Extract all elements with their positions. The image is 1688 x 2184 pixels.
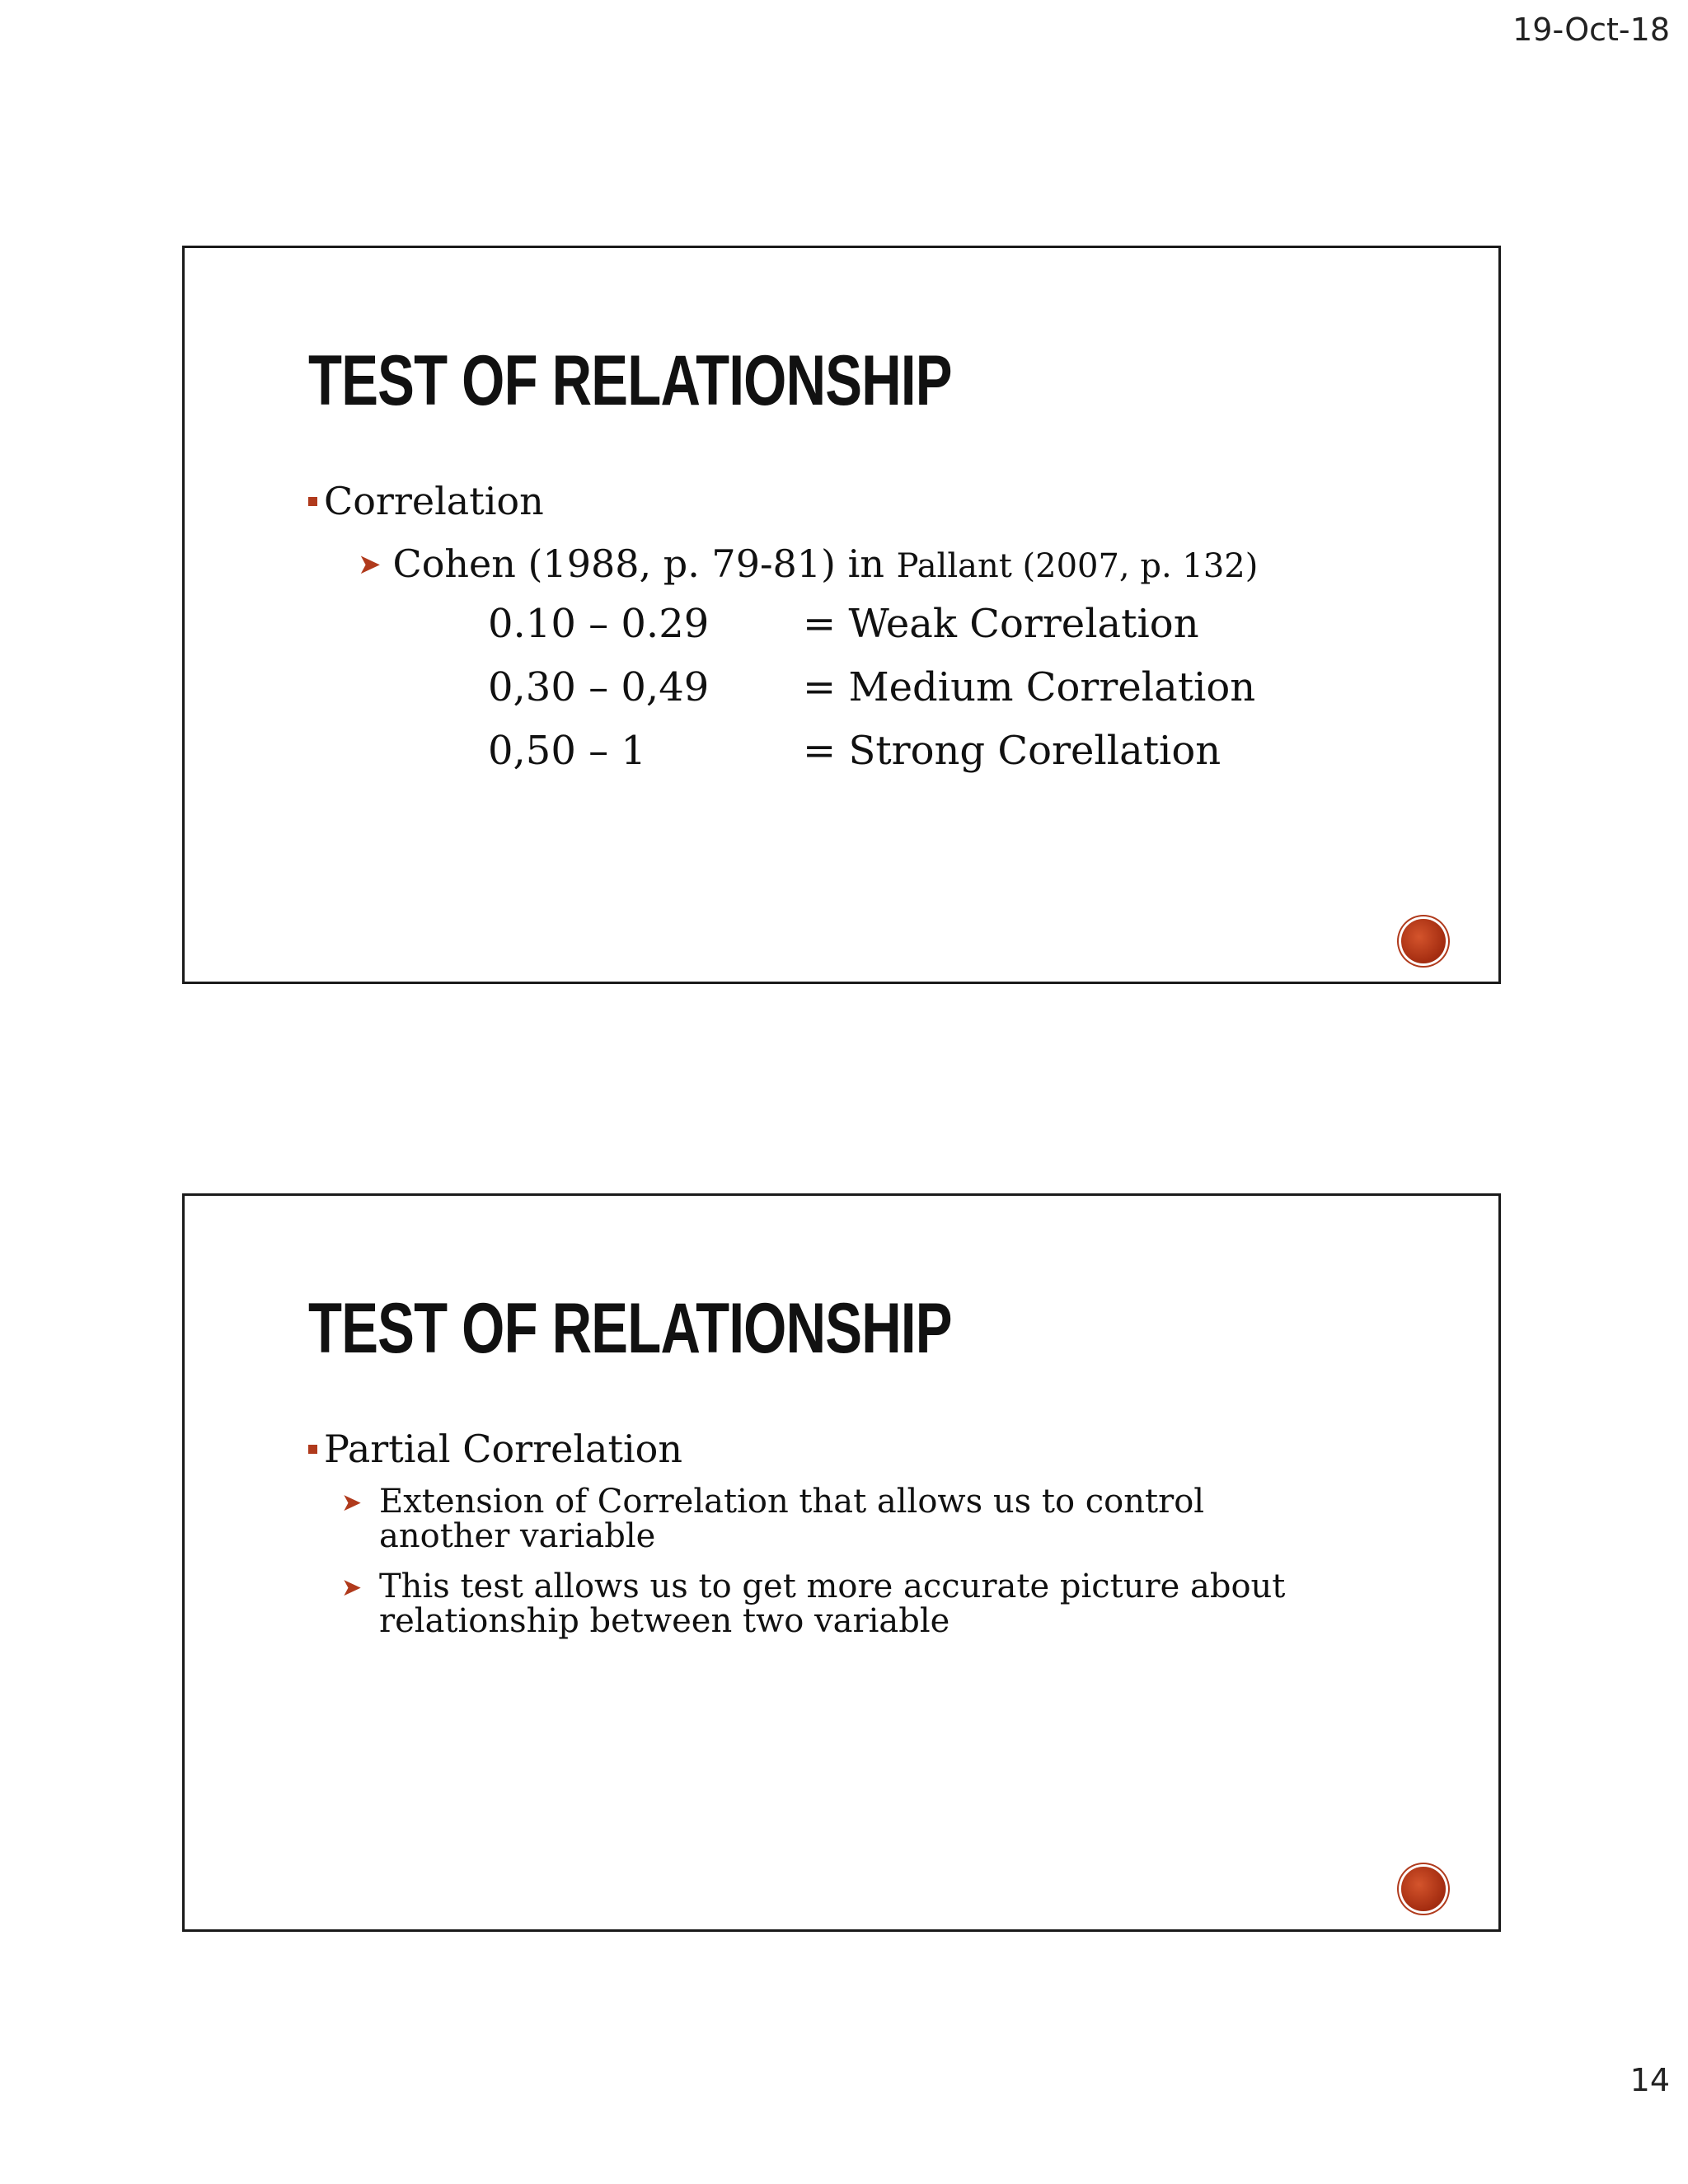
range-label: = Weak Correlation xyxy=(803,601,1199,647)
list-item xyxy=(341,1569,1330,1638)
range-row-medium xyxy=(488,664,1255,710)
slide-logo-icon xyxy=(1401,919,1446,963)
bullet-correlation xyxy=(308,479,544,523)
arrow-bullet-icon: ➤ xyxy=(341,1488,363,1517)
range-row-weak xyxy=(488,601,1199,647)
arrow-bullet-icon: ➤ xyxy=(358,548,382,581)
square-bullet-icon xyxy=(308,497,317,506)
range-value: 0,50 – 1 xyxy=(488,728,646,774)
slide-title: TEST OF RELATIONSHIP xyxy=(308,341,952,420)
slide-1 xyxy=(182,246,1501,984)
bullet-label: Correlation xyxy=(324,479,544,523)
range-value: 0.10 – 0.29 xyxy=(488,601,710,647)
citation-line xyxy=(358,541,1258,586)
page-number: 14 xyxy=(1629,2062,1670,2098)
bullet-partial-correlation xyxy=(308,1427,682,1471)
list-item-text: This test allows us to get more accurate picture about relationship between two variable xyxy=(379,1568,1286,1640)
page-date: 19-Oct-18 xyxy=(1512,12,1670,48)
slide-logo-icon xyxy=(1401,1867,1446,1911)
slide-2 xyxy=(182,1193,1501,1932)
slide-title: TEST OF RELATIONSHIP xyxy=(308,1289,952,1368)
range-row-strong xyxy=(488,728,1221,774)
list-item-text: Extension of Correlation that allows us to control another variable xyxy=(379,1483,1205,1555)
citation-main: Cohen (1988, p. 79-81) in xyxy=(392,541,897,586)
range-value: 0,30 – 0,49 xyxy=(488,664,710,710)
square-bullet-icon xyxy=(308,1445,317,1454)
citation-source: Pallant (2007, p. 132) xyxy=(896,547,1259,585)
bullet-label: Partial Correlation xyxy=(324,1427,683,1471)
arrow-bullet-icon: ➤ xyxy=(341,1573,363,1602)
range-label: = Strong Corellation xyxy=(803,728,1221,774)
range-label: = Medium Correlation xyxy=(803,664,1256,710)
list-item xyxy=(341,1484,1330,1554)
